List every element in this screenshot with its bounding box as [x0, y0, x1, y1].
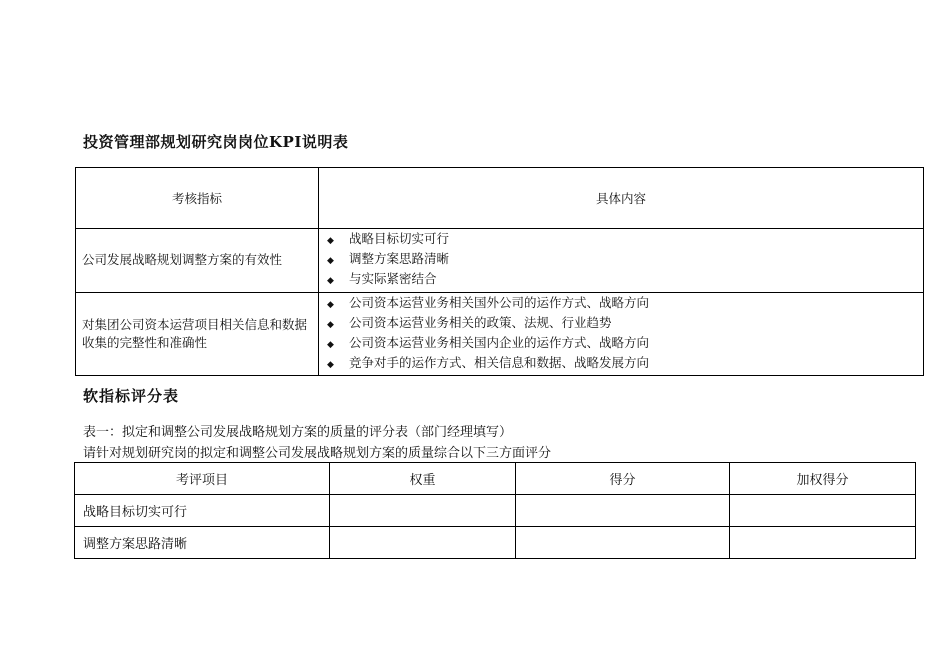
diamond-bullet-icon: ◆ [327, 256, 334, 267]
weighted-score-cell[interactable] [730, 527, 916, 559]
score-row [75, 495, 916, 527]
weighted-score-cell[interactable] [730, 495, 916, 527]
header-metric: 考核指标 [76, 168, 319, 229]
kpi-item-text: 公司资本运营业务相关国外公司的运作方式、战略方向 [349, 294, 650, 310]
kpi-item-text: 公司资本运营业务相关的政策、法规、行业趋势 [349, 314, 612, 330]
kpi-item-text: 竞争对手的运作方式、相关信息和数据、战略发展方向 [349, 355, 650, 371]
kpi-item [327, 270, 923, 290]
soft-table-title: 软指标评分表 [83, 387, 180, 405]
kpi-item [327, 314, 923, 334]
header-weighted-score: 加权得分 [730, 463, 916, 495]
kpi-table-title: 投资管理部规划研究岗岗位KPI说明表 [83, 133, 349, 151]
kpi-item [327, 334, 923, 354]
table-caption: 表一：拟定和调整公司发展战略规划方案的质量的评分表（部门经理填写） [83, 425, 513, 440]
diamond-bullet-icon: ◆ [327, 276, 334, 287]
kpi-row [76, 292, 924, 376]
header-score: 得分 [516, 463, 730, 495]
kpi-item-text: 与实际紧密结合 [349, 271, 437, 287]
diamond-bullet-icon: ◆ [327, 360, 334, 371]
score-cell[interactable] [516, 527, 730, 559]
kpi-item [327, 250, 923, 270]
score-cell[interactable] [516, 495, 730, 527]
kpi-item [327, 230, 923, 250]
weight-cell[interactable] [330, 527, 516, 559]
weight-cell[interactable] [330, 495, 516, 527]
diamond-bullet-icon: ◆ [327, 319, 334, 330]
kpi-table [75, 167, 924, 376]
diamond-bullet-icon: ◆ [327, 299, 334, 310]
score-item: 调整方案思路清晰 [75, 527, 330, 559]
header-item: 考评项目 [75, 463, 330, 495]
kpi-content [319, 292, 924, 376]
kpi-content [319, 229, 924, 293]
kpi-row [76, 229, 924, 293]
kpi-item [327, 294, 923, 314]
kpi-item [327, 354, 923, 374]
kpi-metric: 对集团公司资本运营项目相关信息和数据收集的完整性和准确性 [76, 292, 319, 376]
kpi-item-text: 调整方案思路清晰 [349, 251, 450, 267]
header-weight: 权重 [330, 463, 516, 495]
kpi-item-text: 公司资本运营业务相关国内企业的运作方式、战略方向 [349, 335, 650, 351]
diamond-bullet-icon: ◆ [327, 236, 334, 246]
kpi-item-text: 战略目标切实可行 [349, 231, 450, 246]
kpi-metric: 公司发展战略规划调整方案的有效性 [76, 229, 319, 293]
table-instruction: 请针对规划研究岗的拟定和调整公司发展战略规划方案的质量综合以下三方面评分 [83, 446, 552, 461]
score-header-row [75, 463, 916, 495]
kpi-header-row [76, 168, 924, 229]
score-row [75, 527, 916, 559]
score-item: 战略目标切实可行 [75, 495, 330, 527]
header-content: 具体内容 [319, 168, 924, 229]
score-table [74, 462, 916, 559]
diamond-bullet-icon: ◆ [327, 340, 334, 351]
